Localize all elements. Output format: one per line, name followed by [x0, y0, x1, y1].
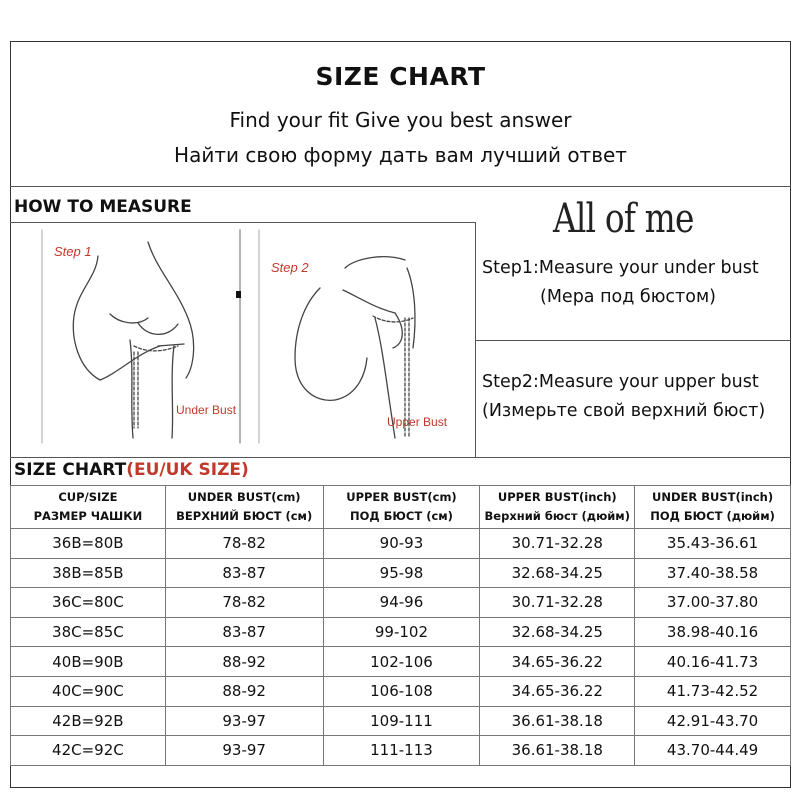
divider [10, 457, 791, 458]
table-cell: 78-82 [165, 588, 323, 618]
table-cell: 40C=90C [11, 676, 166, 706]
table-cell: 93-97 [165, 706, 323, 736]
table-cell: 42B=92B [11, 706, 166, 736]
table-cell: 38C=85C [11, 617, 166, 647]
divider [475, 340, 791, 341]
table-cell: 78-82 [165, 529, 323, 559]
size-chart-heading-suffix: (EU/UK SIZE) [126, 460, 249, 480]
brand-logo: All of me [553, 196, 694, 242]
table-cell: 94-96 [323, 588, 480, 618]
table-cell: 32.68-34.25 [480, 617, 635, 647]
table-cell: 40B=90B [11, 647, 166, 677]
table-cell: 83-87 [165, 617, 323, 647]
table-row [11, 676, 791, 706]
step1-translation: (Мера под бюстом) [540, 287, 716, 307]
table-cell: 36B=80B [11, 529, 166, 559]
table-cell: 83-87 [165, 558, 323, 588]
column-header: UNDER BUST(cm) ВЕРХНИЙ БЮСТ (см) [165, 486, 323, 529]
divider [10, 222, 475, 223]
table-cell: 41.73-42.52 [635, 676, 791, 706]
step1-instruction: Step1:Measure your under bust [482, 258, 759, 278]
step1-label: Step 1 [54, 244, 92, 259]
table-cell: 106-108 [323, 676, 480, 706]
table-cell: 99-102 [323, 617, 480, 647]
table-row [11, 736, 791, 766]
step2-translation: (Измерьте свой верхний бюст) [482, 401, 766, 421]
table-row [11, 558, 791, 588]
table-cell: 43.70-44.49 [635, 736, 791, 766]
table-cell: 37.00-37.80 [635, 588, 791, 618]
column-header: UPPER BUST(cm) ПОД БЮСТ (см) [323, 486, 480, 529]
table-cell: 36C=80C [11, 588, 166, 618]
table-row [11, 706, 791, 736]
under-bust-illustration [38, 228, 248, 448]
page-title: SIZE CHART [315, 62, 486, 91]
step2-label: Step 2 [271, 260, 309, 275]
table-cell: 36.61-38.18 [480, 736, 635, 766]
size-chart-heading [14, 460, 249, 480]
table-cell: 37.40-38.58 [635, 558, 791, 588]
table-row [11, 529, 791, 559]
table-cell: 34.65-36.22 [480, 647, 635, 677]
table-cell: 102-106 [323, 647, 480, 677]
column-header: CUP/SIZE РАЗМЕР ЧАШКИ [11, 486, 166, 529]
table-cell: 36.61-38.18 [480, 706, 635, 736]
table-cell: 42C=92C [11, 736, 166, 766]
upper-bust-illustration [255, 228, 465, 448]
table-cell: 30.71-32.28 [480, 529, 635, 559]
table-cell: 32.68-34.25 [480, 558, 635, 588]
table-row [11, 617, 791, 647]
table-cell: 88-92 [165, 647, 323, 677]
table-cell: 42.91-43.70 [635, 706, 791, 736]
column-header: UPPER BUST(inch) Верхний бюст (дюйм) [480, 486, 635, 529]
table-row [11, 647, 791, 677]
marker-dot [236, 291, 241, 298]
table-cell: 109-111 [323, 706, 480, 736]
divider [10, 186, 791, 187]
table-cell: 30.71-32.28 [480, 588, 635, 618]
subtitle-english: Find your fit Give you best answer [229, 108, 572, 132]
table-cell: 40.16-41.73 [635, 647, 791, 677]
size-chart-heading-text: SIZE CHART [14, 460, 127, 480]
table-cell: 35.43-36.61 [635, 529, 791, 559]
subtitle-russian: Найти свою форму дать вам лучший ответ [174, 143, 627, 167]
figure-step1 [38, 228, 248, 448]
step2-instruction: Step2:Measure your upper bust [482, 372, 759, 392]
upper-bust-caption: Upper Bust [387, 415, 448, 429]
table-header-row [11, 486, 791, 529]
table-cell: 34.65-36.22 [480, 676, 635, 706]
table-cell: 88-92 [165, 676, 323, 706]
under-bust-caption: Under Bust [176, 403, 237, 417]
figure-step2 [255, 228, 465, 448]
table-cell: 38B=85B [11, 558, 166, 588]
how-to-measure-heading: HOW TO MEASURE [14, 197, 192, 217]
table-cell: 90-93 [323, 529, 480, 559]
column-header: UNDER BUST(inch) ПОД БЮСТ (дюйм) [635, 486, 791, 529]
table-cell: 93-97 [165, 736, 323, 766]
size-table [10, 485, 791, 766]
table-cell: 111-113 [323, 736, 480, 766]
table-cell: 95-98 [323, 558, 480, 588]
table-cell: 38.98-40.16 [635, 617, 791, 647]
table-row [11, 588, 791, 618]
